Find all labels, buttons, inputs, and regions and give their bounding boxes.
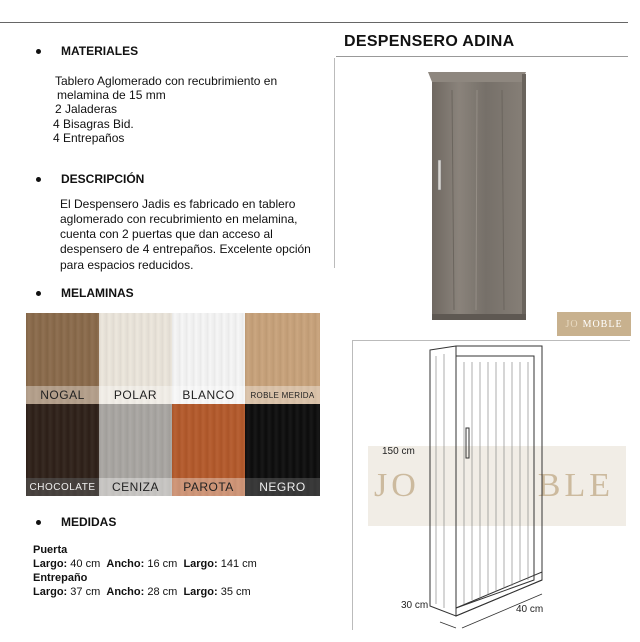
swatch-polar <box>99 313 172 404</box>
materiales-line: 4 Bisagras Bid. <box>53 117 134 131</box>
descripcion-line: despensero de 4 entrepaños. Excelente opción <box>60 242 311 256</box>
materiales-heading-text: MATERIALES <box>61 44 139 58</box>
dim-value: 16 cm <box>147 558 178 570</box>
height-dimension: 150 cm <box>382 446 415 457</box>
medidas-heading <box>36 515 116 529</box>
watermark-right: BLE <box>537 467 615 504</box>
descripcion-line: cuenta con 2 puertas que dan acceso al <box>60 227 273 241</box>
bullet-icon <box>36 520 41 525</box>
dim-value: 28 cm <box>147 586 178 598</box>
dim-label: Largo: <box>33 586 68 598</box>
swatch-ceniza <box>99 404 172 496</box>
descripcion-line: El Despensero Jadis es fabricado en tablero <box>60 197 296 211</box>
materiales-line: melamina de 15 mm <box>57 88 166 102</box>
dim-value: 141 cm <box>220 558 257 570</box>
swatch-label: PAROTA <box>172 478 245 496</box>
dim-value: 35 cm <box>220 586 251 598</box>
swatch-label: NEGRO <box>245 478 320 496</box>
swatch-roble-merida <box>245 313 320 404</box>
swatch-label: POLAR <box>99 386 172 404</box>
materiales-heading <box>36 44 138 58</box>
dim-label: Largo: <box>183 558 218 570</box>
swatch-parota <box>172 404 245 496</box>
puerta-dims <box>33 557 257 571</box>
depth-dimension: 30 cm <box>401 600 429 611</box>
bullet-icon <box>36 177 41 182</box>
product-title: DESPENSERO ADINA <box>344 33 515 50</box>
dim-label: Largo: <box>33 558 68 570</box>
entrepano-dims <box>33 585 257 599</box>
dim-value: 37 cm <box>70 586 101 598</box>
product-photo <box>352 60 632 336</box>
swatch-label: ROBLE MERIDA <box>245 386 320 404</box>
swatch-label: NOGAL <box>26 386 99 404</box>
jomoble-logo <box>557 312 631 336</box>
logo-moble: MOBLE <box>582 318 623 330</box>
divider-line <box>334 58 335 268</box>
swatch-label: CHOCOLATE <box>26 478 99 496</box>
swatch-label: CENIZA <box>99 478 172 496</box>
dim-label: Ancho: <box>106 586 145 598</box>
swatch-label: BLANCO <box>172 386 245 404</box>
descripcion-heading-text: DESCRIPCIÓN <box>61 172 145 186</box>
entrepano-label: Entrepaño <box>33 572 88 584</box>
dim-label: Ancho: <box>106 558 145 570</box>
bullet-icon <box>36 291 41 296</box>
top-rule <box>0 22 628 23</box>
handle-icon <box>438 160 441 190</box>
materiales-line: 4 Entrepaños <box>53 131 125 145</box>
swatch-blanco <box>172 313 245 404</box>
medidas-heading-text: MEDIDAS <box>61 515 117 529</box>
descripcion-heading <box>36 172 144 186</box>
logo-jo: JO <box>565 318 579 330</box>
swatch-negro <box>245 404 320 496</box>
materiales-line: Tablero Aglomerado con recubrimiento en <box>55 74 278 88</box>
swatch-nogal <box>26 313 99 404</box>
puerta-label: Puerta <box>33 544 68 556</box>
dim-label: Largo: <box>183 586 218 598</box>
dim-value: 40 cm <box>70 558 101 570</box>
swatch-chocolate <box>26 404 99 496</box>
melamina-swatches <box>26 313 320 496</box>
melaminas-heading <box>36 286 134 300</box>
technical-drawing <box>352 340 640 640</box>
melaminas-heading-text: MELAMINAS <box>61 286 134 300</box>
bullet-icon <box>36 49 41 54</box>
descripcion-line: para espacios reducidos. <box>60 258 194 272</box>
materiales-line: 2 Jaladeras <box>55 102 118 116</box>
cabinet-photo <box>428 72 526 320</box>
medidas-block <box>33 543 257 599</box>
watermark-left: JO <box>374 467 420 504</box>
descripcion-line: aglomerado con recubrimiento en melamina, <box>60 212 298 226</box>
width-dimension: 40 cm <box>516 604 544 615</box>
title-rule <box>336 56 628 57</box>
